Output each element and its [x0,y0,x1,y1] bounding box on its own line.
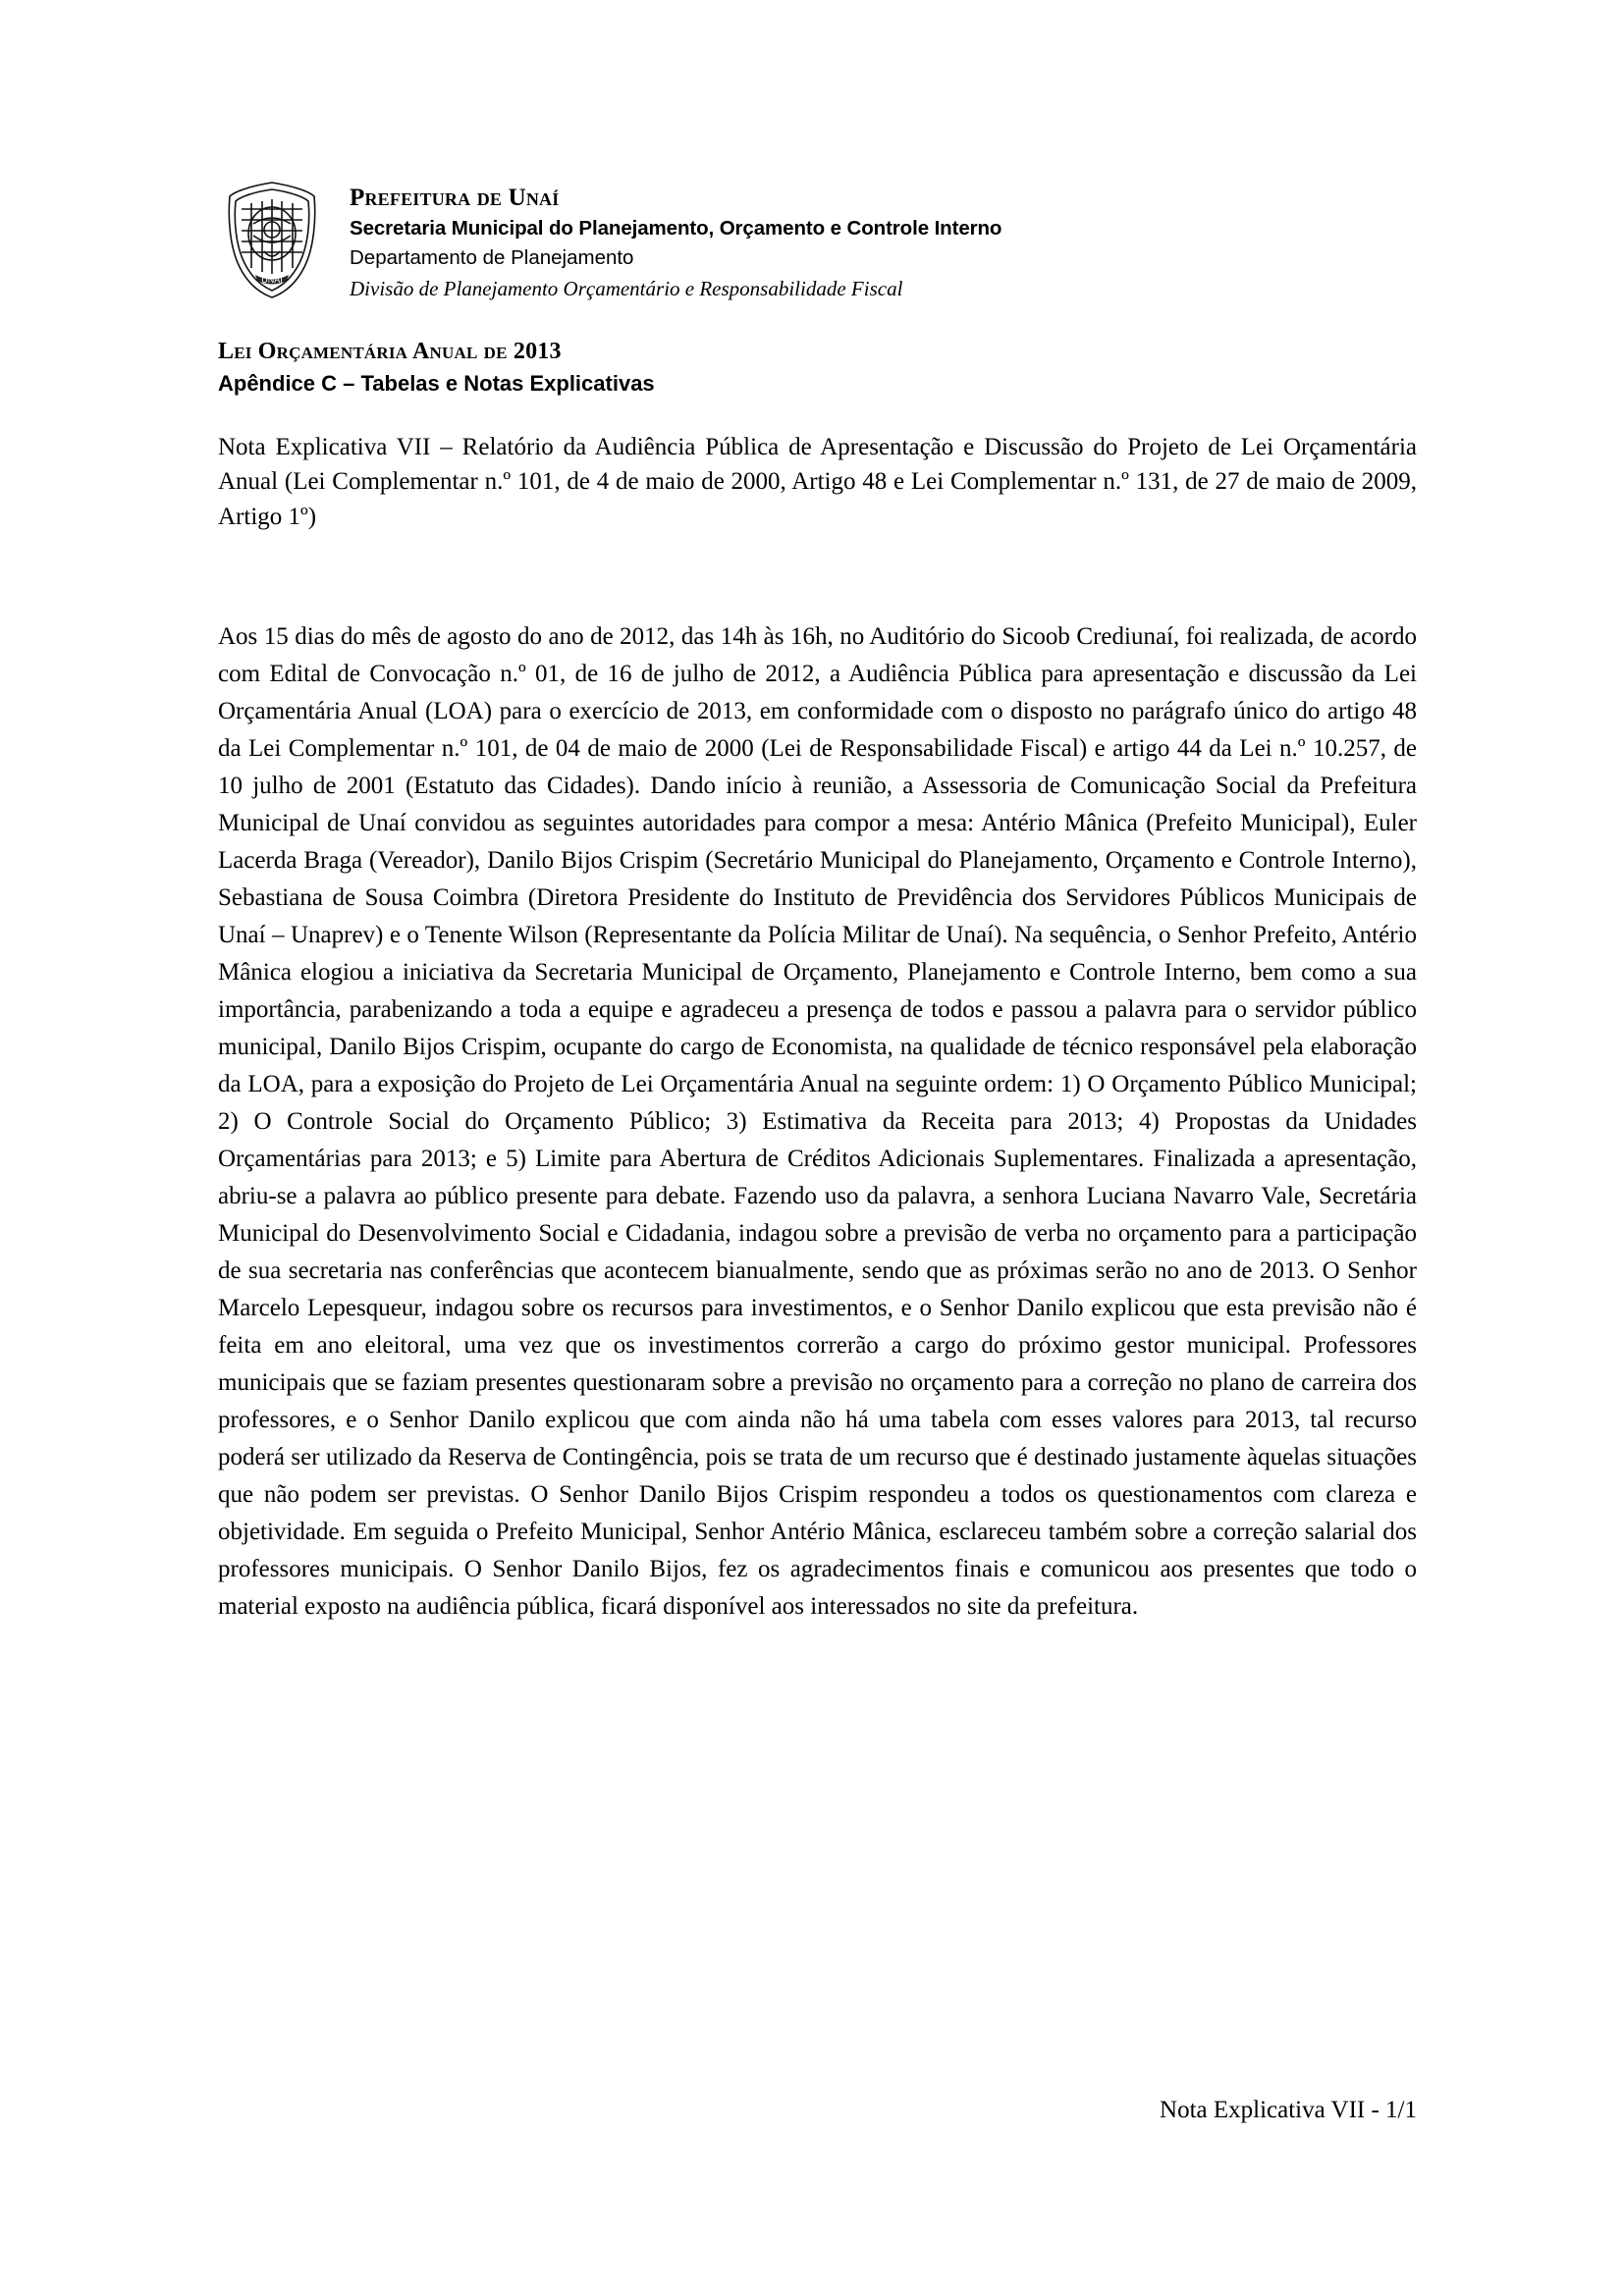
law-title: Lei Orçamentária Anual de 2013 [218,338,562,364]
coat-of-arms-icon [218,177,326,302]
department-name: Departamento de Planejamento [350,246,634,270]
org-name: Prefeitura de Unaí [350,185,560,211]
body-paragraph: Aos 15 dias do mês de agosto do ano de 2012, das 14h às 16h, no Auditório do Sicoob Crediunaí, foi realizada, de acordo com Edital de Convocação n.º 01, de 16 de julho de 2012, a Audiência Pública para apresentação e discussão da Lei Orçamentária Anual (LOA) para o exercício de 2013, em conformidade com o disposto no parágrafo único do artigo 48 da Lei Complementar n.º 101, de 04 de maio de 2000 (Lei de Responsabilidade Fiscal) e artigo 44 da Lei n.º 10.257, de 10 julho de 2001 (Estatuto das Cidades). Dando início à reunião, a Assessoria de Comunicação Social da Prefeitura Municipal de Unaí convidou as seguintes autoridades para compor a mesa: Antério Mânica (Prefeito Municipal), Euler Lacerda Braga (Vereador), Danilo Bijos Crispim (Secretário Municipal do Planejamento, Orçamento e Controle Interno), Sebastiana de Sousa Coimbra (Diretora Presidente do Instituto de Previdência dos Servidores Públicos Municipais de Unaí – Unaprev) e o Tenente Wilson (Representante da Polícia Militar de Unaí). Na sequência, o Senhor Prefeito, Antério Mânica elogiou a iniciativa da Secretaria Municipal de Orçamento, Planejamento e Controle Interno, bem como a sua importância, parabenizando a toda a equipe e agradeceu a presença de todos e passou a palavra para o servidor público municipal, Danilo Bijos Crispim, ocupante do cargo de Economista, na qualidade de técnico responsável pela elaboração da LOA, para a exposição do Projeto de Lei Orçamentária Anual na seguinte ordem: 1) O Orçamento Público Municipal; 2) O Controle Social do Orçamento Público; 3) Estimativa da Receita para 2013; 4) Propostas da Unidades Orçamentárias para 2013; e 5) Limite para Abertura de Créditos Adicionais Suplementares. Finalizada a apresentação, abriu-se a palavra ao público presente para debate. Fazendo uso da palavra, a senhora Luciana Navarro Vale, Secretária Municipal do Desenvolvimento Social e Cidadania, indagou sobre a previsão de verba no orçamento para a participação de sua secretaria nas conferências que acontecem bianualmente, sendo que as próximas serão no ano de 2013. O Senhor Marcelo Lepesqueur, indagou sobre os recursos para investimentos, e o Senhor Danilo explicou que esta previsão não é feita em ano eleitoral, uma vez que os investimentos correrão a cargo do próximo gestor municipal. Professores municipais que se faziam presentes questionaram sobre a previsão no orçamento para a correção no plano de carreira dos professores, e o Senhor Danilo explicou que com ainda não há uma tabela com esses valores para 2013, tal recurso poderá ser utilizado da Reserva de Contingência, pois se trata de um recurso que é destinado justamente àquelas situações que não podem ser previstas. O Senhor Danilo Bijos Crispim respondeu a todos os questionamentos com clareza e objetividade. Em seguida o Prefeito Municipal, Senhor Antério Mânica, esclareceu também sobre a correção salarial dos professores municipais. O Senhor Danilo Bijos, fez os agradecimentos finais e comunicou aos presentes que todo o material exposto na audiência pública, ficará disponível aos interessados no site da prefeitura. [218,623,1417,1620]
note-heading: Nota Explicativa VII – Relatório da Audiência Pública de Apresentação e Discussão do Projeto de Lei Orçamentária Anual (Lei Complementar n.º 101, de 4 de maio de 2000, Artigo 48 e Lei Complementar n.º 131, de 27 de maio de 2009, Artigo 1º) [218,433,1417,530]
svg-text:UNAÍ: UNAÍ [261,275,283,285]
letterhead-text [350,177,1001,305]
letterhead [218,177,1417,305]
secretariat-name: Secretaria Municipal do Planejamento, Orçamento e Controle Interno [350,216,1002,240]
appendix-title: Apêndice C – Tabelas e Notas Explicativas [218,370,655,396]
page-footer: Nota Explicativa VII - 1/1 [1160,2097,1417,2123]
division-name: Divisão de Planejamento Orçamentário e Responsabilidade Fiscal [350,277,903,300]
